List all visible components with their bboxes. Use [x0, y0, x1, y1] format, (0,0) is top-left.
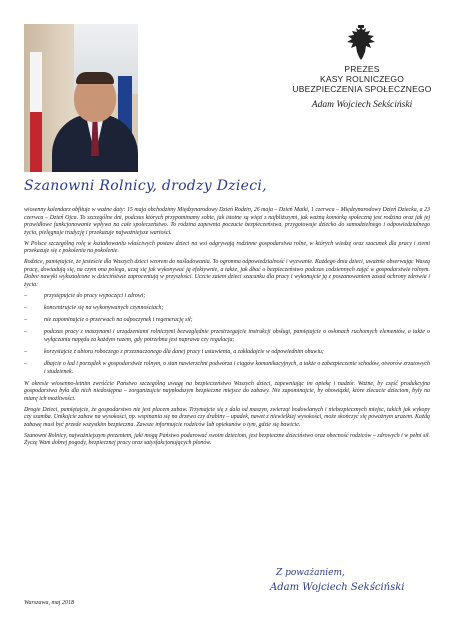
eagle-emblem-icon [344, 24, 378, 62]
paragraph: Szanowni Rolnicy, najważniejszym prezentem, jaki mogą Państwo podarować swoim dzieciom, jest bezpieczne dzieciństwo oraz obecność rodziców – zdrowych i w pełni sił. Życzę Wam dobrej pogody, bezpiecznej pracy oraz satysfakcjonujących plonów. [24, 432, 430, 447]
place-date: Warszawa, maj 2018 [24, 600, 74, 606]
title-line: PREZES [344, 64, 380, 74]
president-name: Adam Wojciech Sekściński [311, 100, 413, 110]
title-line: UBEZPIECZENIA SPOŁECZNEGO [292, 84, 432, 94]
greeting: Szanowni Rolnicy, drodzy Dzieci, [24, 178, 267, 194]
closing: Z poważaniem, [276, 568, 345, 578]
paragraph: Rodzice, pamiętajcie, że jesteście dla Waszych dzieci wzorem do naśladowania. To ogromna odpowiedzialność i wyzwanie. Każdego dnia dzieci, uważnie obserwując Waszą pracę, dowiadują się, na czym ona polega, uczą się jak wykonywać ją efektywnie, a także, jak dbać o bezpieczeństwo podczas codziennych zajęć w gospodarstwie rolnym. Dobre nawyki wykształcone w dzieciństwie zaprocentują w przyszłości. Uczcie zatem dzieci szacunku dla pracy i wykonujcie ją z poszanowaniem zasad ochrony zdrowia i życia: [24, 258, 430, 288]
paragraph: W okresie wiosenno-letnim zwróćcie Państwo szczególną uwagę na bezpieczeństwo Waszych dzieci, zapewniając im opiekę i nadzór. Ważne, by część produkcyjna gospodarstwa była dla nich niedostępna – zorganizujcie najmłodszym bezpieczne miejsce do zabawy. Nie zapominajcie, by obowiązki, które zlecacie dzieciom, były na miarę ich możliwości. [24, 380, 430, 402]
paragraph: wiosenny kalendarz obfituje w ważne daty: 15 maja obchodzimy Międzynarodowy Dzień Rodzin, 26 maja – Dzień Matki, 1 czerwca – Międzynarodowy Dzień Dziecka, a 23 czerwca – Dzień Ojca. To szczególne dni, podczas których przypominamy sobie, jak istotne są więzi z najbliższymi, jak ważną komórką społeczną jest rodzina oraz jak jej prawidłowe funkcjonowanie wpływa na całe społeczeństwo. To rodzina zapewnia poczucie bezpieczeństwa, przygotowuje dziecko do samodzielnego i odpowiedzialnego życia, pielęgnuje tradycję i przekazuje najważniejsze wartości. [24, 207, 430, 236]
list-item: – nie zapominajcie o przerwach na odpoczynek i regenerację sił; [24, 317, 430, 325]
list-item: – przystępujcie do pracy wypoczęci i zdrowi; [24, 293, 430, 301]
list-item: – dbajcie o ład i porządek w gospodarstwie rolnym, o stan nawierzchni podwórza i ciągów komunikacyjnych, a także o zabezpieczenie schodów, otworów zrzutowych i studzienek. [24, 361, 430, 376]
signature: Adam Wojciech Sekściński [270, 582, 405, 593]
paragraph: Drogie Dzieci, pamiętajcie, że gospodarstwo nie jest placem zabaw. Trzymajcie się z dala od maszyn, zwierząt hodowlanych i niebezpiecznych miejsc, takich jak wykopy czy szamba. Unikajcie zabaw na wysokości, np. wspinania się na drzewa czy drabiny – upadek, nawet z niewielkiej wysokości, może skończyć się poważnym urazem. Każdą zabawę musi być przede wszystkim bezpieczna. Zawsze informujcie rodziców lub opiekunów o tym, gdzie się bawicie. [24, 406, 430, 428]
list-item: – koncentrujcie się na wykonywanych czynnościach; [24, 305, 430, 313]
polish-flag [30, 52, 42, 112]
safety-list [24, 293, 430, 377]
letter-body [24, 207, 430, 451]
title-line: KASY ROLNICZEGO [319, 74, 405, 84]
list-item: – podczas pracy z maszynami i urządzeniami rolniczymi bezwzględnie przestrzegajcie instrukcji obsługi, pamiętajcie o osłonach ruchomych elementów, a także o wyłączaniu napędu za każdym razem, gdy potrzebna jest naprawa czy regulacja; [24, 329, 430, 344]
president-photo [24, 24, 138, 172]
institution-title [282, 64, 442, 94]
list-item: – korzystajcie z ubioru roboczego z przeznaczonego dla danej pracy i ustawienia, a zakładajcie w odpowiednim obuwiu; [24, 349, 430, 357]
paragraph: W Polsce szczególną rolę w kształtowaniu właściwych postaw dzieci na wsi odgrywają rodzinne gospodarstwa rolne, w których wiedzę oraz szacunek dla pracy i ziemi przekazuje się z pokolenia na pokolenie. [24, 240, 430, 255]
